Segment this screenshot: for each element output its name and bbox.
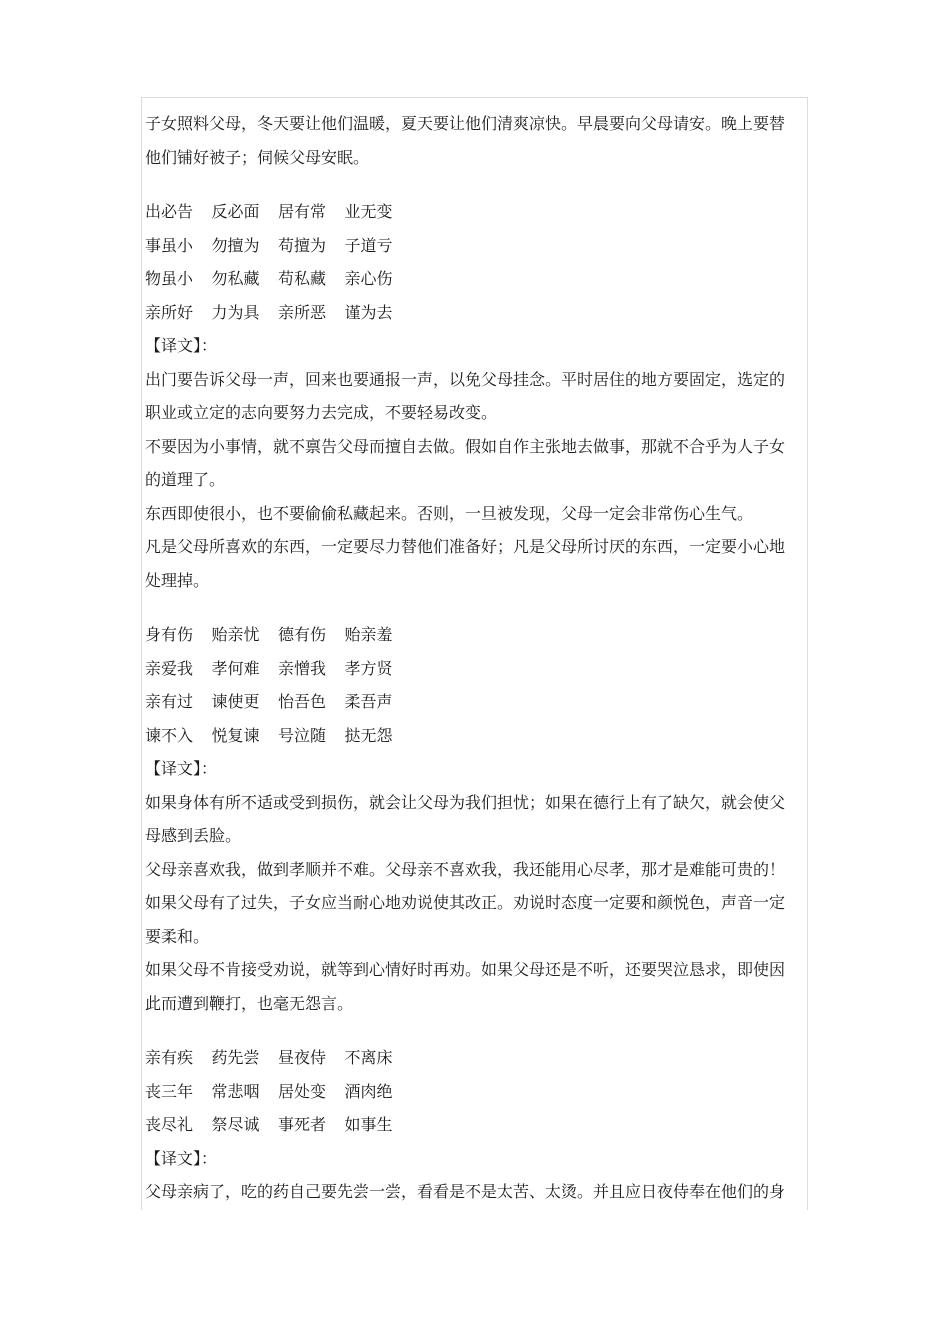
verse-phrase: 亲爱我 — [145, 658, 194, 678]
translation-heading: 【译文】： — [145, 1148, 218, 1168]
document-body — [145, 107, 817, 1209]
verse-phrase: 居处变 — [278, 1081, 327, 1101]
verse-phrase: 孝何难 — [211, 658, 260, 678]
verse-phrase: 出必告 — [145, 202, 194, 221]
verse-line — [145, 1041, 817, 1075]
verse-phrase: 药先尝 — [211, 1048, 260, 1067]
paragraph-line: 出门要告诉父母一声，回来也要通报一声，以免父母挂念。平时居住的地方要固定，选定的 — [145, 369, 786, 389]
verse-phrase: 贻亲羞 — [344, 625, 393, 644]
verse-phrase: 勿擅为 — [211, 235, 260, 255]
translation-heading: 【译文】： — [145, 759, 218, 778]
verse-phrase: 事死者 — [278, 1115, 327, 1134]
paragraph-line: 东西即使很小，也不要偷偷私藏起来。否则，一旦被发现，父母一定会非常伤心生气。 — [145, 503, 754, 523]
verse-phrase: 亲有疾 — [145, 1048, 194, 1067]
verse-phrase: 居有常 — [278, 202, 327, 221]
verse-line — [145, 262, 817, 296]
verse-phrase: 苟私藏 — [278, 269, 327, 288]
verse-phrase: 丧三年 — [145, 1081, 194, 1101]
verse-phrase: 丧尽礼 — [145, 1115, 194, 1134]
verse-phrase: 德有伤 — [278, 625, 327, 644]
translation-heading: 【译文】： — [145, 336, 218, 355]
paragraph-line: 凡是父母所喜欢的东西，一定要尽力替他们准备好；凡是父母所讨厌的东西，一定要小心地 — [145, 537, 786, 556]
verse-phrase: 悦复谏 — [211, 725, 260, 745]
verse-phrase: 酒肉绝 — [344, 1081, 393, 1101]
verse-phrase: 子道亏 — [344, 235, 393, 255]
verse-phrase: 挞无怨 — [344, 725, 393, 745]
verse-phrase: 勿私藏 — [211, 269, 260, 288]
verse-phrase: 事虽小 — [145, 235, 194, 255]
verse-phrase: 苟擅为 — [278, 235, 327, 255]
verse-line — [145, 296, 817, 330]
verse-phrase: 常悲咽 — [211, 1081, 260, 1101]
paragraph-line: 的道理了。 — [145, 470, 226, 489]
verse-phrase: 亲有过 — [145, 692, 194, 711]
verse-line — [145, 229, 817, 263]
verse-line — [145, 719, 817, 753]
paragraph-line: 不要因为小事情，就不禀告父母而擅自去做。假如自作主张地去做事，那就不合乎为人子女 — [145, 436, 786, 456]
stanza-gap — [145, 1020, 817, 1041]
verse-line — [145, 1075, 817, 1109]
verse-phrase: 业无变 — [344, 202, 393, 221]
paragraph-line: 处理掉。 — [145, 570, 210, 590]
verse-phrase: 亲所好 — [145, 302, 194, 322]
paragraph-line: 子女照料父母，冬天要让他们温暖，夏天要让他们清爽凉快。早晨要向父母请安。晚上要替 — [145, 114, 786, 133]
verse-phrase: 亲所恶 — [278, 302, 327, 322]
paragraph-line: 要柔和。 — [145, 926, 210, 946]
verse-phrase: 号泣随 — [278, 725, 327, 745]
verse-phrase: 亲憎我 — [278, 658, 327, 678]
verse-phrase: 谨为去 — [344, 302, 393, 322]
stanza-gap — [145, 174, 817, 195]
verse-phrase: 反必面 — [211, 202, 260, 221]
paragraph-line: 父母亲喜欢我，做到孝顺并不难。父母亲不喜欢我，我还能用心尽孝，那才是难能可贵的！ — [145, 859, 786, 879]
verse-phrase: 亲心伤 — [344, 269, 393, 288]
verse-phrase: 贻亲忧 — [211, 625, 260, 644]
paragraph-line: 此而遭到鞭打，也毫无怨言。 — [145, 993, 354, 1013]
verse-phrase: 身有伤 — [145, 625, 194, 644]
verse-phrase: 孝方贤 — [344, 658, 393, 678]
paragraph-line: 如果父母有了过失，子女应当耐心地劝说使其改正。劝说时态度一定要和颜悦色，声音一定 — [145, 893, 786, 912]
verse-phrase: 祭尽诚 — [211, 1115, 260, 1134]
verse-phrase: 柔吾声 — [344, 692, 393, 711]
paragraph-line: 母感到丢脸。 — [145, 826, 242, 845]
paragraph-line: 职业或立定的志向要努力去完成，不要轻易改变。 — [145, 403, 498, 422]
verse-phrase: 谏不入 — [145, 725, 194, 745]
verse-phrase: 物虽小 — [145, 269, 194, 288]
verse-phrase: 不离床 — [344, 1048, 393, 1067]
verse-phrase: 如事生 — [344, 1115, 393, 1134]
verse-line — [145, 618, 817, 652]
paragraph-line: 父母亲病了，吃的药自己要先尝一尝，看看是不是太苦、太烫。并且应日夜侍奉在他们的身 — [145, 1182, 786, 1201]
verse-line — [145, 195, 817, 229]
verse-phrase: 昼夜侍 — [278, 1048, 327, 1067]
stanza-gap — [145, 597, 817, 618]
verse-phrase: 力为具 — [211, 302, 260, 322]
paragraph-line: 如果身体有所不适或受到损伤，就会让父母为我们担忧；如果在德行上有了缺欠，就会使父 — [145, 792, 786, 812]
paragraph-line: 如果父母不肯接受劝说，就等到心情好时再劝。如果父母还是不听，还要哭泣恳求，即使因 — [145, 960, 786, 979]
verse-phrase: 怡吾色 — [278, 692, 327, 711]
paragraph-line: 他们铺好被子；伺候父母安眠。 — [145, 147, 370, 167]
verse-phrase: 谏使更 — [211, 692, 260, 711]
verse-line — [145, 652, 817, 686]
verse-line — [145, 1108, 817, 1142]
verse-line — [145, 685, 817, 719]
